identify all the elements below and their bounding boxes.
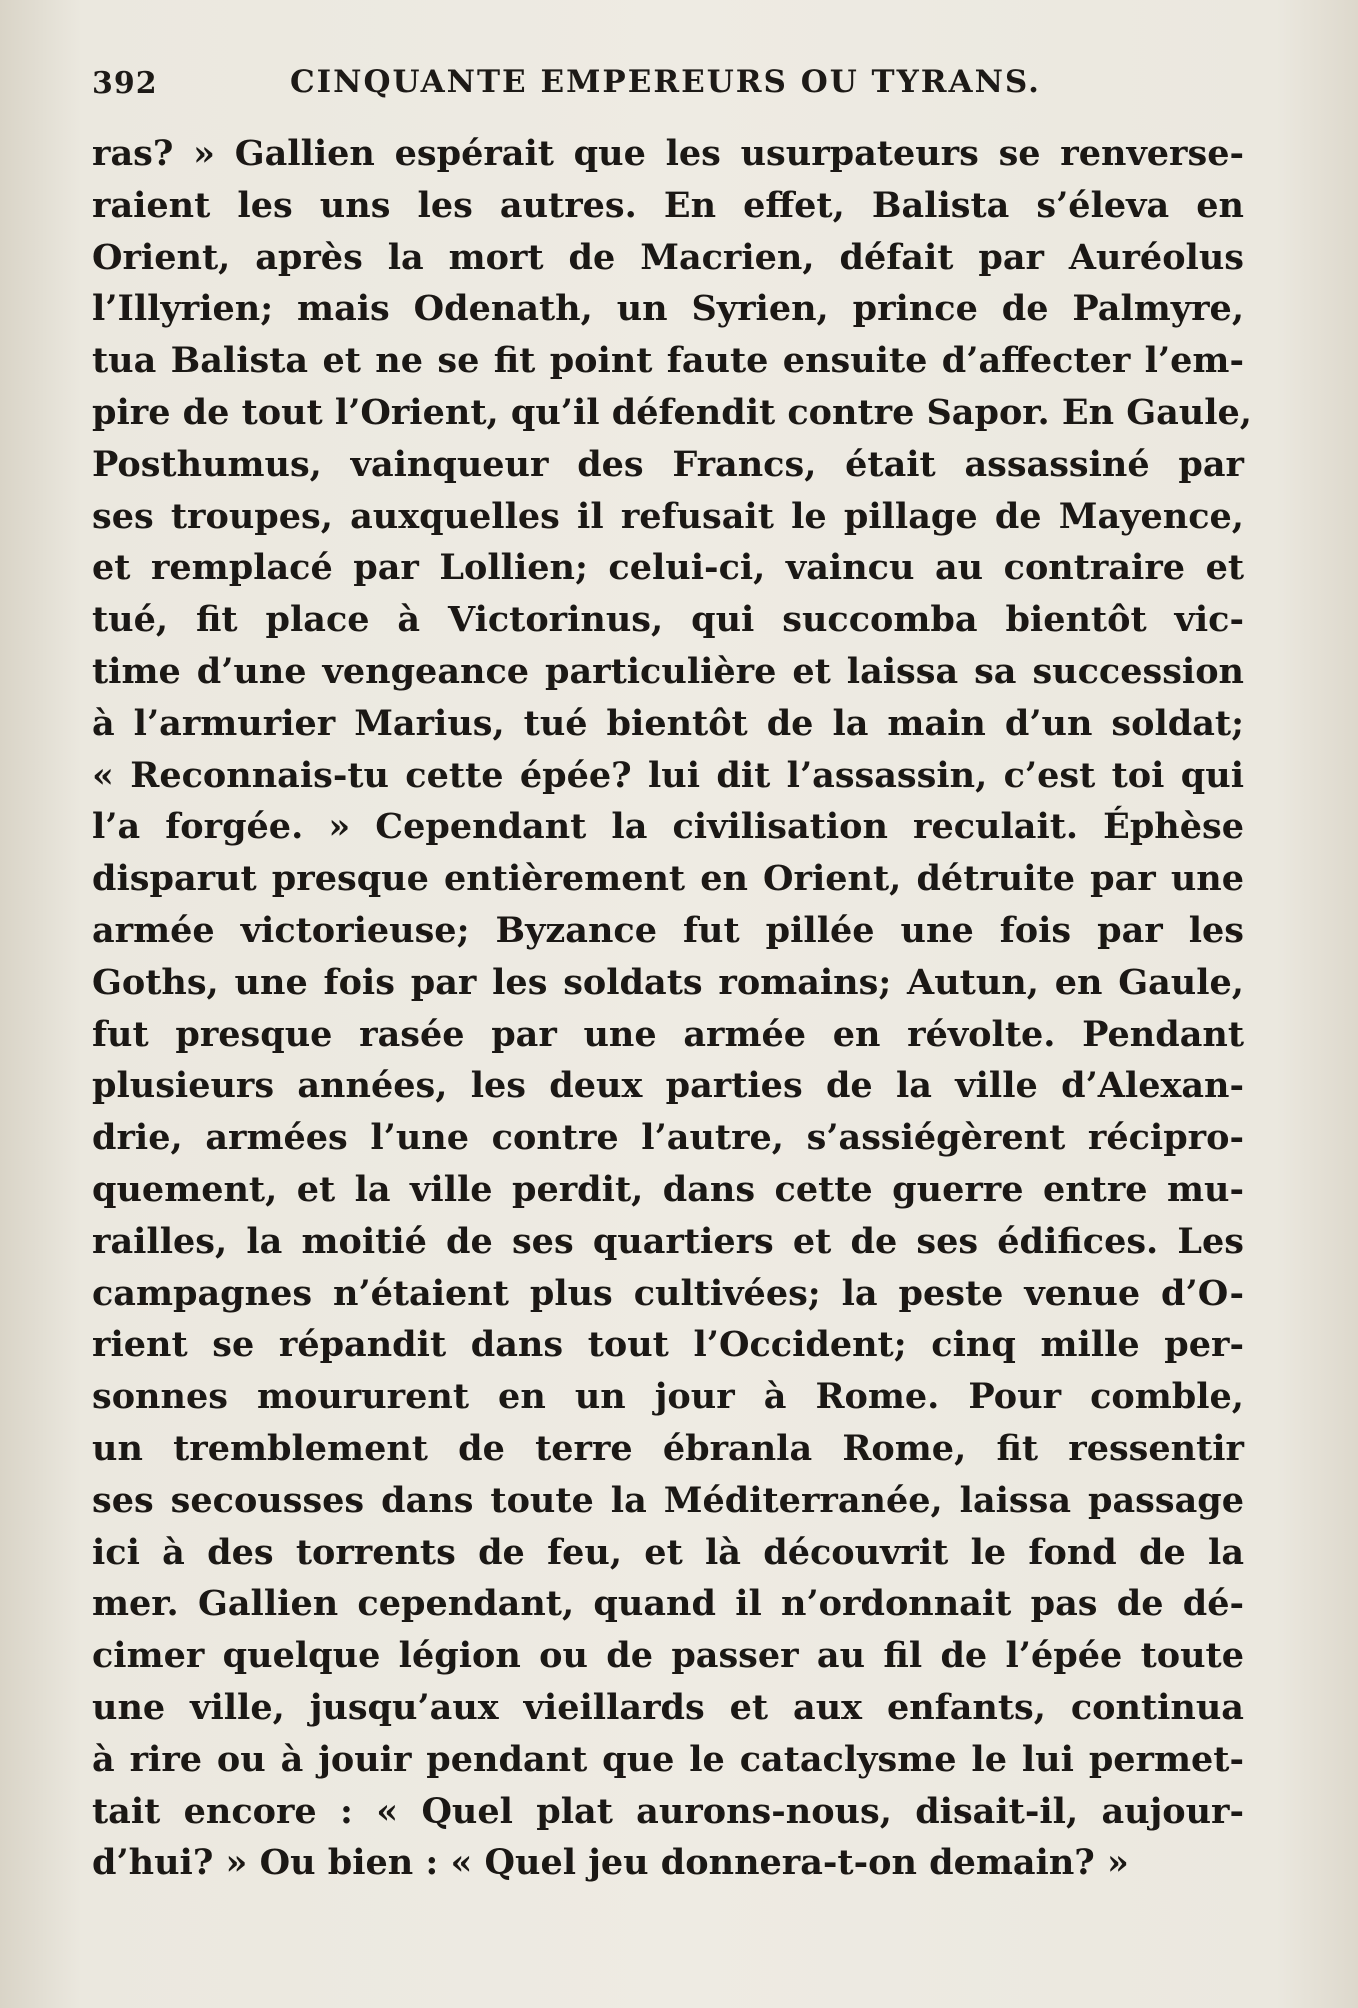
text-line: une ville, jusqu’aux vieillards et aux enfants, continua <box>92 1686 1244 1728</box>
text-line: à l’armurier Marius, tué bientôt de la main d’un soldat; <box>92 702 1244 744</box>
text-line: Orient, après la mort de Macrien, défait par Auréolus <box>92 236 1244 278</box>
text-line: quement, et la ville perdit, dans cette guerre entre mu- <box>92 1168 1244 1210</box>
text-line: ras? » Gallien espérait que les usurpateurs se renverse- <box>92 133 1244 174</box>
text-line: l’Illyrien; mais Odenath, un Syrien, prince de Palmyre, <box>92 288 1244 330</box>
text-line: « Reconnais-tu cette épée? lui dit l’assassin, c’est toi qui <box>92 754 1244 796</box>
text-line: ses secousses dans toute la Méditerranée, laissa passage <box>92 1479 1244 1521</box>
text-line: d’hui? » Ou bien : « Quel jeu donnera-t-on demain? » <box>92 1842 1129 1884</box>
text-line: drie, armées l’une contre l’autre, s’assiégèrent récipro- <box>92 1117 1244 1159</box>
text-line: l’a forgée. » Cependant la civilisation reculait. Éphèse <box>92 806 1244 848</box>
text-line: Goths, une fois par les soldats romains; Autun, en Gaule, <box>92 961 1244 1003</box>
text-line: ses troupes, auxquelles il refusait le pillage de Mayence, <box>92 495 1244 537</box>
page-header <box>92 64 1248 108</box>
text-line: et remplacé par Lollien; celui-ci, vaincu au contraire et <box>92 547 1244 589</box>
text-line: pire de tout l’Orient, qu’il défendit contre Sapor. En Gaule, <box>92 391 1252 433</box>
text-line: sonnes moururent en un jour à Rome. Pour comble, <box>92 1376 1244 1418</box>
text-line: tua Balista et ne se fit point faute ensuite d’affecter l’em- <box>92 340 1244 382</box>
text-line: ici à des torrents de feu, et là découvrit le fond de la <box>92 1531 1244 1573</box>
text-line: tué, fit place à Victorinus, qui succomba bientôt vic- <box>92 599 1244 641</box>
text-line: rient se répandit dans tout l’Occident; cinq mille per- <box>92 1324 1244 1366</box>
page-number: 392 <box>92 66 158 101</box>
text-line: armée victorieuse; Byzance fut pillée une fois par les <box>92 909 1244 951</box>
text-line: disparut presque entièrement en Orient, détruite par une <box>92 858 1244 900</box>
text-line: fut presque rasée par une armée en révolte. Pendant <box>92 1013 1244 1055</box>
text-line: time d’une vengeance particulière et laissa sa succession <box>92 650 1244 692</box>
text-line: cimer quelque légion ou de passer au fil de l’épée toute <box>92 1635 1244 1677</box>
text-line: mer. Gallien cependant, quand il n’ordonnait pas de dé- <box>92 1583 1244 1625</box>
text-line: campagnes n’étaient plus cultivées; la peste venue d’O- <box>92 1272 1244 1314</box>
body-text <box>92 128 1252 1889</box>
text-line: plusieurs années, les deux parties de la ville d’Alexan- <box>92 1065 1244 1107</box>
text-line: Posthumus, vainqueur des Francs, était assassiné par <box>92 443 1244 485</box>
text-line: à rire ou à jouir pendant que le cataclysme le lui permet- <box>92 1738 1244 1780</box>
text-line: raient les uns les autres. En effet, Balista s’éleva en <box>92 184 1244 226</box>
text-line: tait encore : « Quel plat aurons-nous, disait-il, aujour- <box>92 1790 1244 1832</box>
text-line: railles, la moitié de ses quartiers et de ses édifices. Les <box>92 1220 1244 1262</box>
text-line: un tremblement de terre ébranla Rome, fit ressentir <box>92 1427 1244 1469</box>
running-head: CINQUANTE EMPEREURS OU TYRANS. <box>290 64 1041 100</box>
